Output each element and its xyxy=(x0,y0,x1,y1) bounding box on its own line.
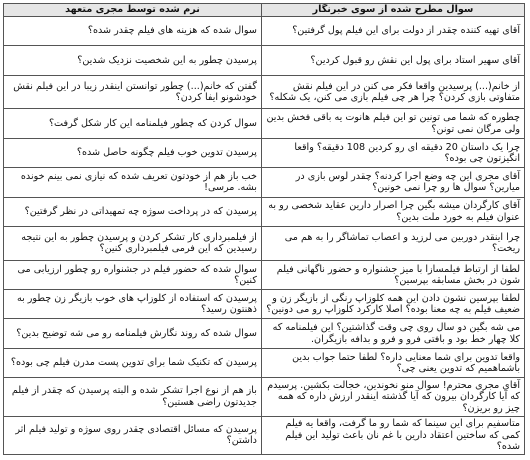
journalist-question-cell: آقای تهیه کننده چقدر از دولت برای این فیلم پول گرفتین؟ xyxy=(261,17,524,46)
host-softened-cell: خب باز هم از خودتون تعریف شده که نیازی نمی بینم خونده بشه. مرسی! xyxy=(4,168,262,197)
table-row xyxy=(4,17,525,46)
host-softened-cell: سوال شده که هزینه های فیلم چقدر شده؟ xyxy=(4,17,262,46)
host-softened-cell: سوال شده که حضور فیلم در جشنواره رو چطور ارزیابی می کنین؟ xyxy=(4,260,262,289)
journalist-question-cell: چرا یک داستان 20 دقیقه ای رو کردین 108 دقیقه؟ واقعا انگیزتون چی بوده؟ xyxy=(261,138,524,167)
header-host-softened: نرم شده توسط مجری متعهد xyxy=(4,4,262,17)
host-softened-cell: پرسیدن که استفاده از کلوزاپ های خوب بازیگر زن چطور به ذهنتون رسید؟ xyxy=(4,290,262,319)
journalist-question-cell: واقعا تدوین برای شما معنایی داره؟ لطفا حتما جواب بدین باشماهمیم که تدوین یعنی چی؟ xyxy=(261,348,524,377)
journalist-question-cell: از خانم(...) پرسیدین واقعا فکر می کنن در این فیلم نقش متفاوتی بازی کردن؟ چرا هر چی فیلم بازی می کنن، یک شکله؟ xyxy=(261,75,524,109)
host-softened-cell: پرسیدن چطور به این شخصیت نزدیک شدین؟ xyxy=(4,46,262,75)
journalist-question-cell: لطفا از ارتباط فیلمسازا با میز جشنواره و حضور ناگهانی فیلم شون در بخش مسابقه بپرسین؟ xyxy=(261,260,524,289)
journalist-question-cell: چرا اینقدر دوربین می لرزید و اعصاب تماشاگر را به هم می ریخت؟ xyxy=(261,226,524,260)
header-journalist-question: سوال مطرح شده از سوی خبرنگار xyxy=(261,4,524,17)
journalist-question-cell: می شه بگین دو سال روی چی وقت گذاشتین؟ این فیلمنامه که کلا چهار خط بود و بافتی فرو و فرو و بدافه بازیگران. xyxy=(261,319,524,348)
journalist-question-cell: آقای مجری این چه وضع اجرا کردنه؟ چقدر لوس بازی در میارین؟ سوال ها رو چرا نمی خونین؟ xyxy=(261,168,524,197)
journalist-question-cell: آقای مجری محترم! سوال منو نخوندین، خجالت بکشین. پرسیدم که آیا کارگردان بیرون که آیا گذشته اینقدر ارزش داره که همه چیز رو بریزن؟ xyxy=(261,378,524,416)
table-row xyxy=(4,319,525,348)
journalist-question-cell: متاسفیم برای این سینما که شما رو ما گرفت، واقعا یه فیلم کمی که ساختین اعتقاد دارین با غم نان باعث تولید این فیلم شده؟ xyxy=(261,416,524,454)
table-row xyxy=(4,138,525,167)
table-row xyxy=(4,290,525,319)
table-row xyxy=(4,416,525,454)
host-softened-cell: پرسیدن که در پرداخت سوژه چه تمهیداتی در نظر گرفتین؟ xyxy=(4,197,262,226)
table-row xyxy=(4,226,525,260)
host-softened-cell: پرسیدن که تکنیک شما برای تدوین پست مدرن فیلم چی بوده؟ xyxy=(4,348,262,377)
comparison-table xyxy=(3,3,525,455)
host-softened-cell: باز هم از نوع اجرا تشکر شده و البته پرسیدن که چقدر از فیلم جدیدتون راضی هستین؟ xyxy=(4,378,262,416)
document-table-wrapper xyxy=(3,3,525,455)
table-row xyxy=(4,348,525,377)
host-softened-cell: از فیلمبرداری کار تشکر کردن و پرسیدن چطور به این نتیجه رسیدین که این فرمی فیلمبرداری کنین؟ xyxy=(4,226,262,260)
host-softened-cell: گفتن که خانم(...) چطور توانستن اینقدر زیبا در این فیلم نقش خودشونو ایفا کردن؟ xyxy=(4,75,262,109)
table-row xyxy=(4,197,525,226)
table-row xyxy=(4,378,525,416)
host-softened-cell: پرسیدن که مسائل اقتصادی چقدر روی سوژه و تولید فیلم اثر داشتن؟ xyxy=(4,416,262,454)
table-row xyxy=(4,260,525,289)
host-softened-cell: پرسیدن تدوین خوب فیلم چگونه حاصل شده؟ xyxy=(4,138,262,167)
table-row xyxy=(4,109,525,138)
journalist-question-cell: چطوره که شما می تونین تو این فیلم هانوت یه باقی فخش بدین ولی مرگان نمی تونن؟ xyxy=(261,109,524,138)
table-row xyxy=(4,168,525,197)
table-row xyxy=(4,75,525,109)
journalist-question-cell: آقای کارگردان میشه بگین چرا اصرار دارین عقاید شخصی رو به عنوان فیلم به خورد ملت بدین؟ xyxy=(261,197,524,226)
host-softened-cell: سوال کردن که چطور فیلمنامه این کار شکل گرفت؟ xyxy=(4,109,262,138)
table-header-row xyxy=(4,4,525,17)
journalist-question-cell: آقای سهیر استاد برای پول این نقش رو قبول کردین؟ xyxy=(261,46,524,75)
host-softened-cell: سوال شده که روند نگارش فیلمنامه رو می شه توضیح بدین؟ xyxy=(4,319,262,348)
journalist-question-cell: لطفا بپرسین نشون دادن این همه کلوزاپ رنگی از بازیگر زن و ضعیف فیلم به چه معنا بوده؟ اصلا کارکرد کلوزاپ رو می دونین؟ xyxy=(261,290,524,319)
table-row xyxy=(4,46,525,75)
